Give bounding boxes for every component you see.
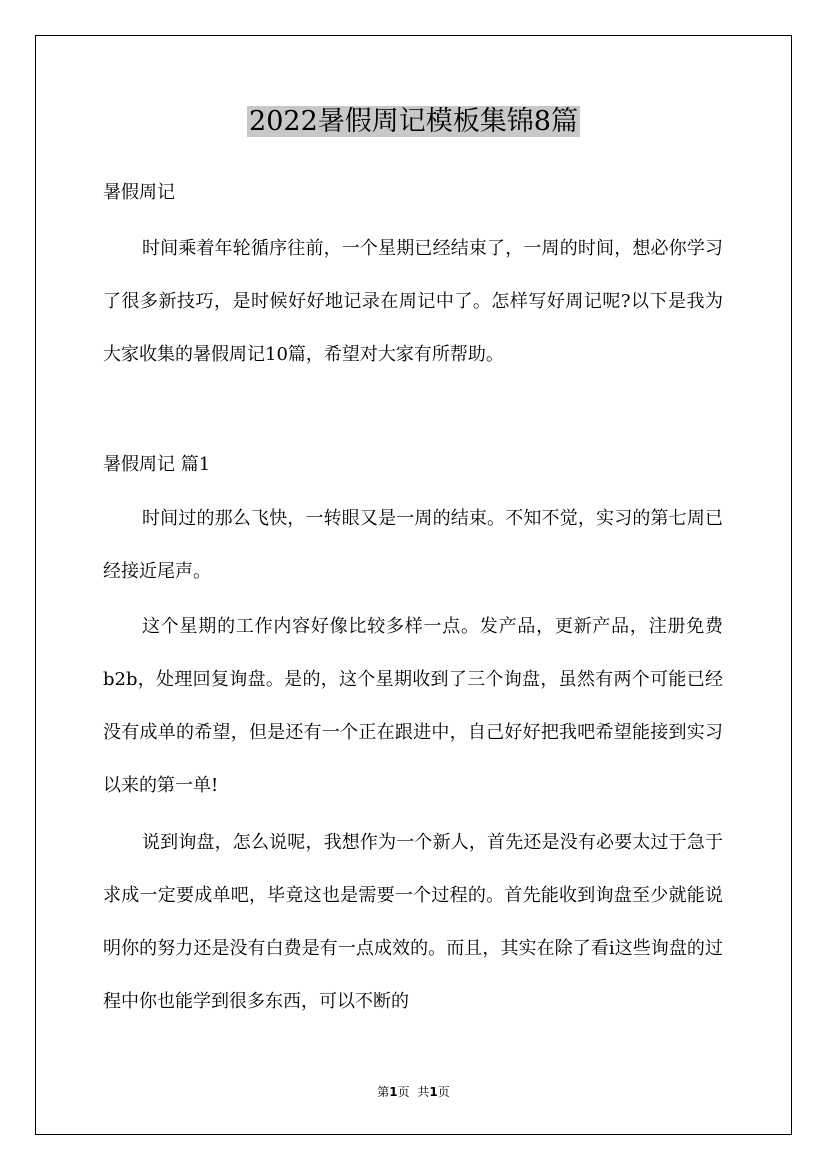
document-title-text: 2022暑假周记模板集锦8篇 — [249, 106, 578, 137]
page-number: 1 — [389, 1085, 398, 1099]
intro-paragraph: 时间乘着年轮循序往前，一个星期已经结束了，一周的时间，想必你学习了很多新技巧，是时候好好地记录在周记中了。怎样写好周记呢?以下是我为大家收集的暑假周记10篇，希望对大家有所帮助。 — [103, 238, 723, 365]
page-label-prefix: 第 — [377, 1085, 390, 1099]
page-footer — [0, 1082, 827, 1102]
page-label-suffix: 页 — [397, 1085, 410, 1099]
body-paragraph-2: 这个星期的工作内容好像比较多样一点。发产品，更新产品，注册免费b2b，处理回复询盘。是的，这个星期收到了三个询盘，虽然有两个可能已经没有成单的希望，但是还有一个正在跟进中，自己好好把我吧希望能接到实习以来的第一单! — [103, 616, 723, 796]
total-label-suffix: 页 — [437, 1085, 450, 1099]
total-label-prefix: 共 — [417, 1085, 430, 1099]
section-heading: 暑假周记 篇1 — [103, 454, 211, 475]
document-title — [0, 100, 827, 144]
body-paragraph-3: 说到询盘，怎么说呢，我想作为一个新人，首先还是没有必要太过于急于求成一定要成单吧，毕竟这也是需要一个过程的。首先能收到询盘至少就能说明你的努力还是没有白费是有一点成效的。而且，其实在除了看i这些询盘的过程中你也能学到很多东西，可以不断的 — [103, 832, 723, 1012]
body-paragraph-1: 时间过的那么飞快，一转眼又是一周的结束。不知不觉，实习的第七周已经接近尾声。 — [103, 508, 723, 582]
intro-heading: 暑假周记 — [103, 182, 175, 203]
total-pages: 1 — [429, 1085, 438, 1099]
